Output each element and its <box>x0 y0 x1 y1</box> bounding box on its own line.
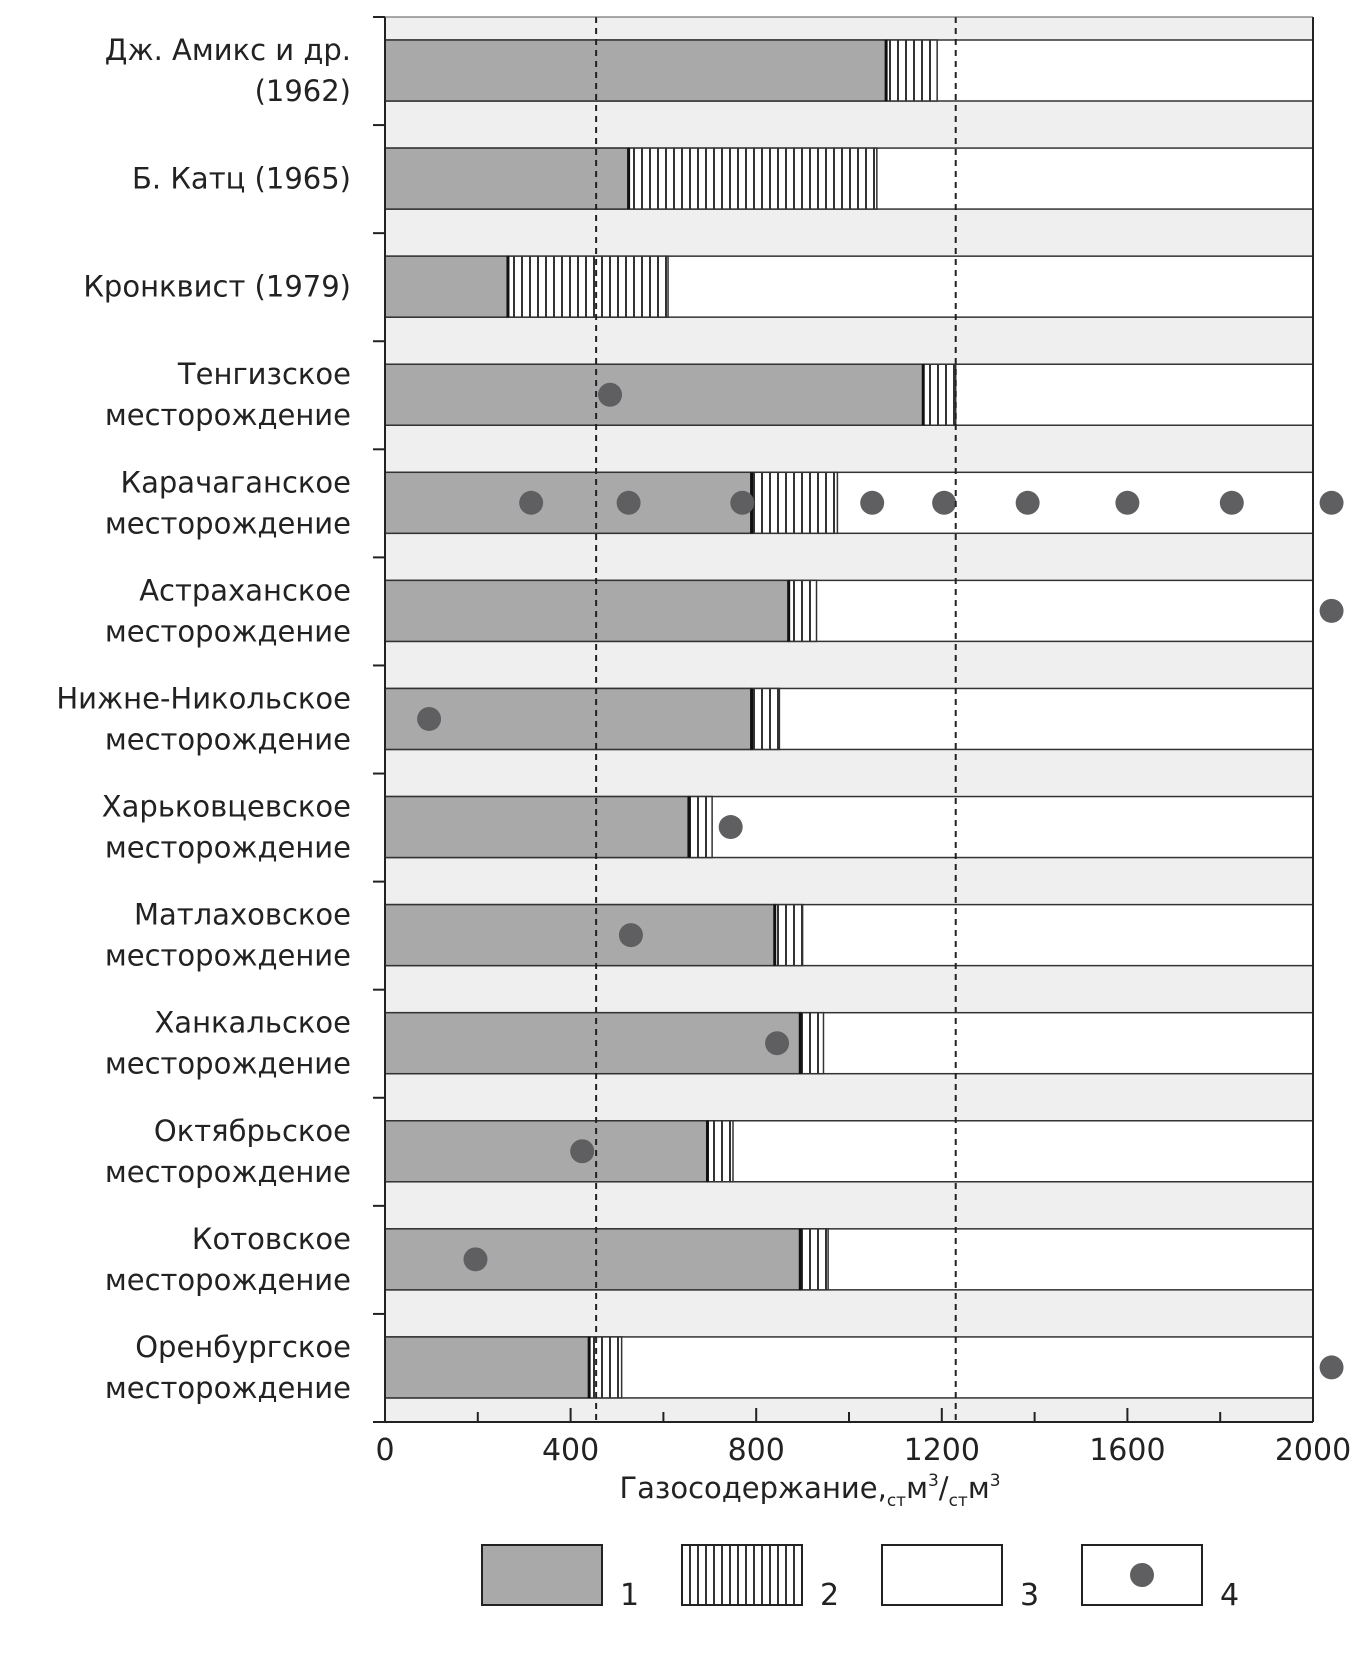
data-point <box>619 923 643 947</box>
data-point <box>932 491 956 515</box>
bar-segment-2 <box>886 40 937 101</box>
x-axis-unit-slash: / <box>938 1471 949 1505</box>
category-label: Котовское <box>191 1221 351 1256</box>
bar-segment-1 <box>385 1121 707 1182</box>
data-point <box>598 383 622 407</box>
x-axis-unit-sup2: 3 <box>989 1471 1001 1491</box>
category-label: месторождение <box>104 1154 351 1189</box>
plot-area <box>385 17 1344 1422</box>
bar-segment-1 <box>385 472 752 533</box>
category-label: месторождение <box>104 1370 351 1405</box>
category-label: месторождение <box>104 398 351 433</box>
bar-segment-2 <box>689 797 712 858</box>
legend-point-marker <box>1130 1563 1154 1587</box>
data-point <box>617 491 641 515</box>
category-label: месторождение <box>104 830 351 865</box>
bar-segment-1 <box>385 364 923 425</box>
x-tick-label: 400 <box>541 1433 600 1468</box>
bar-segment-1 <box>385 580 789 641</box>
legend-label: 2 <box>820 1578 840 1613</box>
legend-swatch-2 <box>682 1545 802 1605</box>
bar-segment-1 <box>385 905 775 966</box>
bar-segment-2 <box>752 472 838 533</box>
category-label: Тенгизское <box>177 357 351 392</box>
category-label: (1962) <box>254 74 351 108</box>
bar-segment-2 <box>800 1013 823 1074</box>
x-tick-label: 2000 <box>1274 1433 1352 1468</box>
data-point <box>730 491 754 515</box>
bar-segment-2 <box>789 580 817 641</box>
x-tick-label: 800 <box>727 1433 785 1468</box>
category-label: месторождение <box>104 938 351 973</box>
data-point <box>1115 491 1139 515</box>
x-tick-label: 1600 <box>1089 1433 1166 1468</box>
data-point <box>417 707 441 731</box>
bar-segment-1 <box>385 148 629 209</box>
category-label: Ханкальское <box>154 1005 351 1040</box>
bar-segment-2 <box>800 1229 828 1290</box>
data-point <box>1220 491 1244 515</box>
data-point <box>1320 491 1344 515</box>
legend-swatch-1 <box>482 1545 602 1605</box>
legend-swatch-3 <box>882 1545 1002 1605</box>
legend-label: 1 <box>620 1578 640 1613</box>
bar-segment-2 <box>629 148 877 209</box>
data-point <box>519 491 543 515</box>
category-label: месторождение <box>104 506 351 541</box>
data-point <box>719 815 743 839</box>
x-axis-title <box>619 1471 1000 1511</box>
bar-segment-1 <box>385 797 689 858</box>
category-label: Октябрьское <box>153 1113 351 1148</box>
data-point <box>570 1139 594 1163</box>
category-label: Астраханское <box>139 573 351 608</box>
x-axis-unit-base2: м <box>967 1471 990 1505</box>
x-axis-unit-sub1: ст <box>886 1491 907 1511</box>
category-label: месторождение <box>104 614 351 649</box>
legend-label: 4 <box>1220 1578 1240 1613</box>
bar-segment-2 <box>752 688 780 749</box>
category-label: месторождение <box>104 1046 351 1081</box>
category-label: Карачаганское <box>120 465 351 500</box>
data-point <box>1016 491 1040 515</box>
category-label: Матлаховское <box>133 897 351 932</box>
category-label: Харьковцевское <box>101 789 351 824</box>
category-label: Б. Катц (1965) <box>132 161 351 196</box>
bar-segment-1 <box>385 1229 800 1290</box>
bar-segment-2 <box>707 1121 733 1182</box>
x-tick-label: 0 <box>375 1433 395 1468</box>
bar-segment-2 <box>923 364 955 425</box>
x-axis-unit-sup1: 3 <box>927 1471 939 1491</box>
x-tick-label: 1200 <box>903 1433 980 1468</box>
data-point <box>1320 599 1344 623</box>
category-labels <box>56 33 351 1405</box>
legend <box>482 1545 1239 1613</box>
category-label: Кронквист (1979) <box>83 269 351 304</box>
data-point <box>1320 1355 1344 1379</box>
category-label: Дж. Амикс и др. <box>104 33 351 67</box>
bar-segment-1 <box>385 40 886 101</box>
bar-segment-2 <box>508 256 668 317</box>
category-label: Нижне-Никольское <box>56 681 351 716</box>
x-axis-title-text: Газосодержание, <box>619 1471 887 1505</box>
bar-segment-2 <box>589 1337 621 1398</box>
legend-label: 3 <box>1020 1578 1040 1613</box>
category-label: Оренбургское <box>135 1329 351 1364</box>
data-point <box>860 491 884 515</box>
bar-segment-2 <box>775 905 803 966</box>
data-point <box>765 1031 789 1055</box>
bar-segment-1 <box>385 256 508 317</box>
data-point <box>463 1247 487 1271</box>
x-axis-unit-base1: м <box>906 1471 928 1505</box>
category-label: месторождение <box>104 1262 351 1297</box>
bar-segment-1 <box>385 1013 800 1074</box>
x-axis-unit-sub2: ст <box>948 1491 968 1511</box>
category-label: месторождение <box>104 722 351 757</box>
bar-segment-1 <box>385 1337 589 1398</box>
